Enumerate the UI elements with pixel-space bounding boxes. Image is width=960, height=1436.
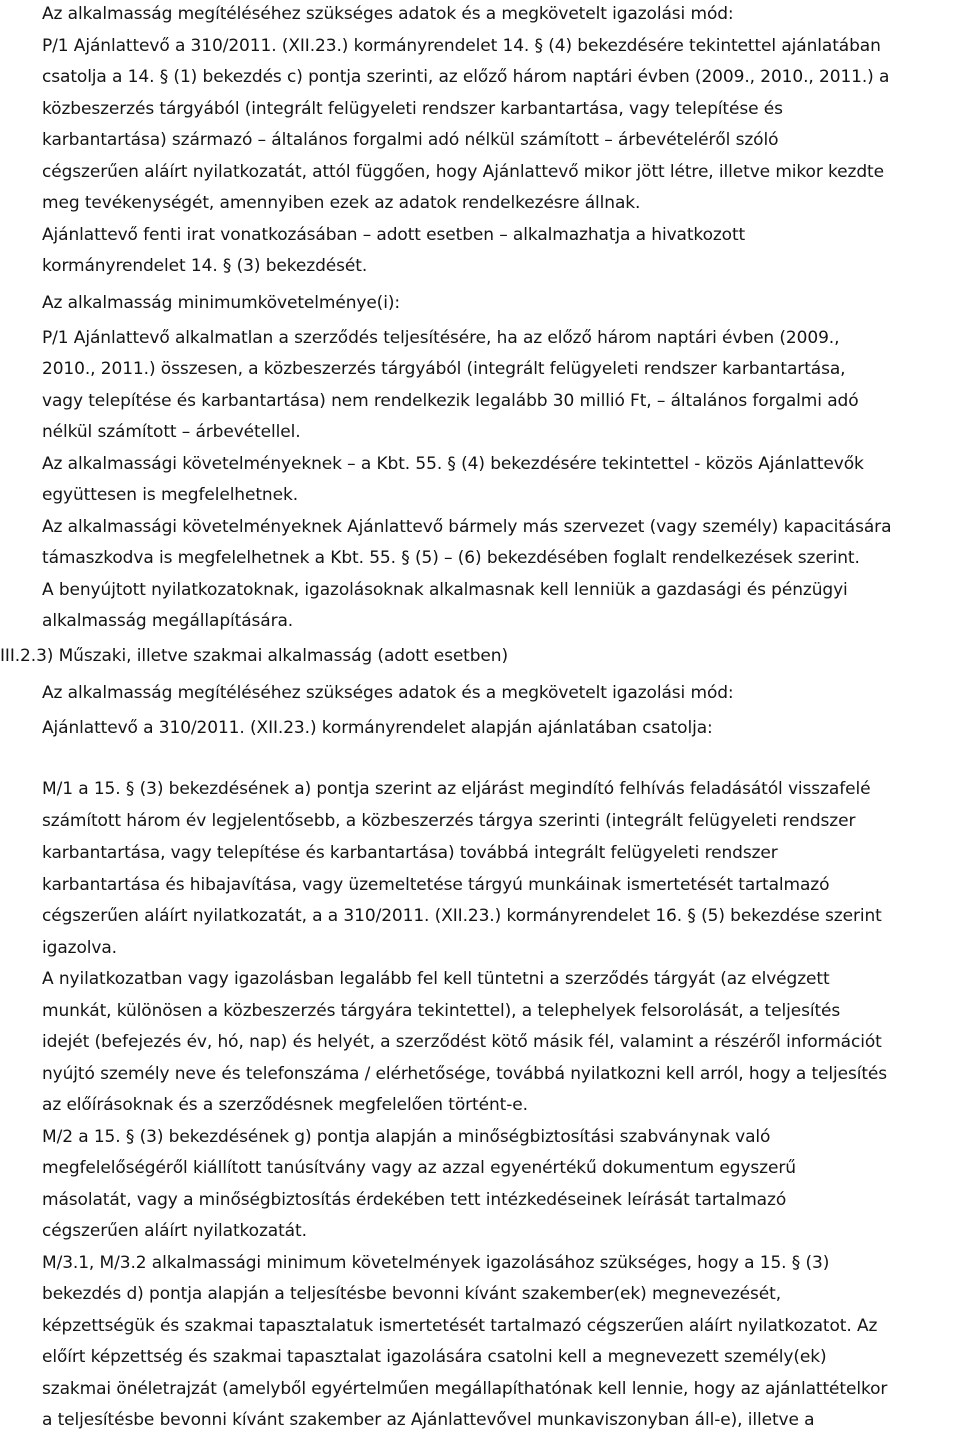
text-line: Az alkalmasság megítéléséhez szükséges adatok és a megkövetelt igazolási mód: xyxy=(42,4,734,24)
text-line: munkát, különösen a közbeszerzés tárgyára tekintettel), a telephelyek felsorolását, a teljesítés xyxy=(42,1001,841,1021)
text-line: alkalmasság megállapítására. xyxy=(42,611,294,631)
text-line: szakmai önéletrajzát (amelyből egyértelműen megállapíthatónak kell lennie, hogy az ajánlattételkor xyxy=(42,1379,888,1399)
text-line: nyújtó személy neve és telefonszáma / elérhetősége, továbbá nyilatkozni kell arról, hogy a teljesítés xyxy=(42,1064,888,1084)
text-line: karbantartása és hibajavítása, vagy üzemeltetése tárgyú munkáinak ismertetését tartalmazó xyxy=(42,875,830,895)
text-line: meg tevékenységét, amennyiben ezek az adatok rendelkezésre állnak. xyxy=(42,193,641,213)
text-line: M/3.1, M/3.2 alkalmassági minimum követelmények igazolásához szükséges, hogy a 15. § (3) xyxy=(42,1253,830,1273)
text-line: számított három év legjelentősebb, a közbeszerzés tárgya szerinti (integrált felügyeleti rendszer xyxy=(42,811,856,831)
text-line: támaszkodva is megfelelhetnek a Kbt. 55. § (5) – (6) bekezdésében foglalt rendelkezések szerint. xyxy=(42,548,860,568)
text-line: A nyilatkozatban vagy igazolásban legalább fel kell tüntetni a szerződés tárgyát (az elvégzett xyxy=(42,969,830,989)
text-line: P/1 Ajánlattevő a 310/2011. (XII.23.) kormányrendelet 14. § (4) bekezdésére tekintettel ajánlatában xyxy=(42,36,881,56)
text-line: bekezdés d) pontja alapján a teljesítésbe bevonni kívánt szakember(ek) megnevezését, xyxy=(42,1284,781,1304)
text-line: előírt képzettség és szakmai tapasztalat igazolására csatolni kell a megnevezett személy(ek) xyxy=(42,1347,827,1367)
text-line: M/1 a 15. § (3) bekezdésének a) pontja szerint az eljárást megindító felhívás feladásától visszafelé xyxy=(42,779,871,799)
text-line: 2010., 2011.) összesen, a közbeszerzés tárgyából (integrált felügyeleti rendszer karbantartása, xyxy=(42,359,846,379)
text-line: közbeszerzés tárgyából (integrált felügyeleti rendszer karbantartása, vagy telepítése és xyxy=(42,99,783,119)
text-line: megfelelőségéről kiállított tanúsítvány vagy az azzal egyenértékű dokumentum egyszerű xyxy=(42,1158,796,1178)
text-line: cégszerűen aláírt nyilatkozatát, attól függően, hogy Ajánlattevő mikor jött létre, illetve mikor kezdte xyxy=(42,162,884,182)
text-line: Ajánlattevő fenti irat vonatkozásában – adott esetben – alkalmazhatja a hivatkozott xyxy=(42,225,746,245)
text-line: cégszerűen aláírt nyilatkozatát, a a 310/2011. (XII.23.) kormányrendelet 16. § (5) bekezdése szerint xyxy=(42,906,882,926)
text-line: másolatát, vagy a minőségbiztosítás érdekében tett intézkedéseinek leírását tartalmazó xyxy=(42,1190,787,1210)
text-line: karbantartása) származó – általános forgalmi adó nélkül számított – árbevételéről szóló xyxy=(42,130,779,150)
text-line: együttesen is megfelelhetnek. xyxy=(42,485,298,505)
text-line: kormányrendelet 14. § (3) bekezdését. xyxy=(42,256,368,276)
text-line: Ajánlattevő a 310/2011. (XII.23.) kormányrendelet alapján ajánlatában csatolja: xyxy=(42,718,713,738)
text-line: A benyújtott nyilatkozatoknak, igazolásoknak alkalmasnak kell lenniük a gazdasági és pénzügyi xyxy=(42,580,848,600)
text-line: idejét (befejezés év, hó, nap) és helyét, a szerződést kötő másik fél, valamint a részéről információt xyxy=(42,1032,882,1052)
text-line: a teljesítésbe bevonni kívánt szakember az Ajánlattevővel munkaviszonyban áll-e), illetve a xyxy=(42,1410,815,1430)
text-line: Az alkalmassági követelményeknek – a Kbt. 55. § (4) bekezdésére tekintettel - közös Ajánlattevők xyxy=(42,454,864,474)
text-line: nélkül számított – árbevétellel. xyxy=(42,422,301,442)
text-line: Az alkalmasság minimumkövetelménye(i): xyxy=(42,293,400,313)
section-heading: III.2.3) Műszaki, illetve szakmai alkalmasság (adott esetben) xyxy=(0,646,509,666)
text-line: karbantartása, vagy telepítése és karbantartása) továbbá integrált felügyeleti rendszer xyxy=(42,843,778,863)
text-line: M/2 a 15. § (3) bekezdésének g) pontja alapján a minőségbiztosítási szabványnak való xyxy=(42,1127,771,1147)
text-line: igazolva. xyxy=(42,938,117,958)
text-line: cégszerűen aláírt nyilatkozatát. xyxy=(42,1221,307,1241)
text-line: az előírásoknak és a szerződésnek megfelelően történt-e. xyxy=(42,1095,528,1115)
text-line: Az alkalmasság megítéléséhez szükséges adatok és a megkövetelt igazolási mód: xyxy=(42,683,734,703)
text-line: vagy telepítése és karbantartása) nem rendelkezik legalább 30 millió Ft, – általános forgalmi adó xyxy=(42,391,859,411)
text-line: P/1 Ajánlattevő alkalmatlan a szerződés teljesítésére, ha az előző három naptári évben (2009., xyxy=(42,328,840,348)
text-line: képzettségük és szakmai tapasztalatuk ismertetését tartalmazó cégszerűen aláírt nyilatkozatot. Az xyxy=(42,1316,878,1336)
text-line: csatolja a 14. § (1) bekezdés c) pontja szerinti, az előző három naptári évben (2009., 2010., 2011.) a xyxy=(42,67,890,87)
text-line: Az alkalmassági követelményeknek Ajánlattevő bármely más szervezet (vagy személy) kapacitására xyxy=(42,517,892,537)
